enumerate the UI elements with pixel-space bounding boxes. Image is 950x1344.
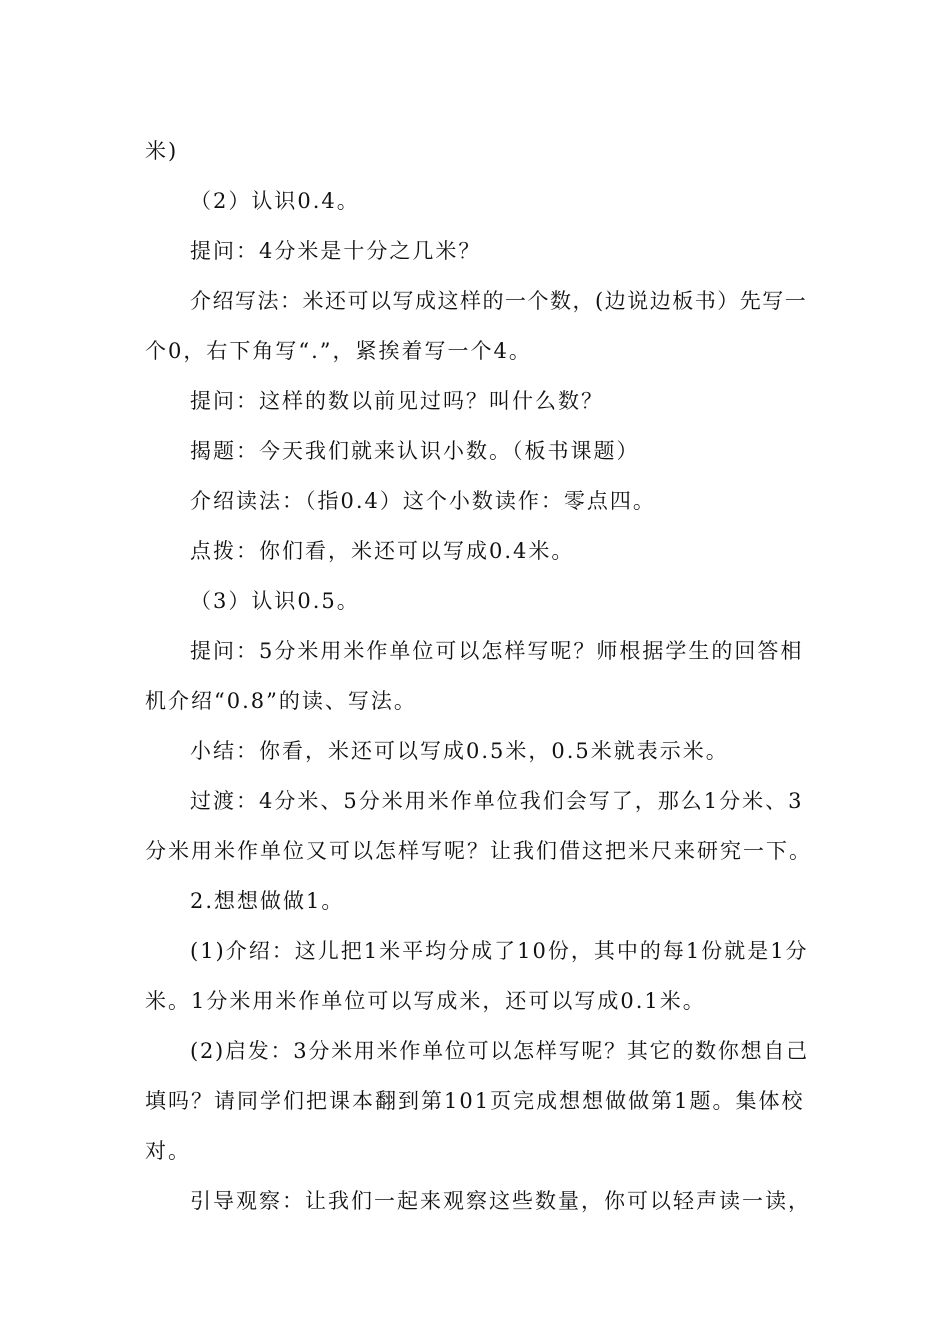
text-line: 介绍写法：米还可以写成这样的一个数，(边说边板书）先写一 [190, 289, 808, 313]
text-line: 揭题：今天我们就来认识小数。（板书课题） [190, 439, 640, 463]
text-line: （3）认识0.5。 [190, 589, 360, 613]
text-line: 个0，右下角写“.”，紧挨着写一个4。 [145, 339, 532, 363]
text-line: 米。1分米用米作单位可以写成米，还可以写成0.1米。 [145, 989, 706, 1013]
text-line: 提问：这样的数以前见过吗？叫什么数？ [190, 389, 604, 413]
text-line: 2.想想做做1。 [190, 889, 345, 913]
text-line: 小结：你看，米还可以写成0.5米，0.5米就表示米。 [190, 739, 729, 763]
text-line: 过渡：4分米、5分米用米作单位我们会写了，那么1分米、3 [190, 789, 804, 813]
text-line: （2）认识0.4。 [190, 189, 360, 213]
text-line: 提问：5分米用米作单位可以怎样写呢？师根据学生的回答相 [190, 639, 804, 663]
text-line: 填吗？请同学们把课本翻到第101页完成想想做做第1题。集体校 [145, 1089, 805, 1113]
text-line: 对。 [145, 1139, 191, 1163]
text-line: 分米用米作单位又可以怎样写呢？让我们借这把米尺来研究一下。 [145, 839, 812, 863]
text-line: 机介绍“0.8”的读、写法。 [145, 689, 417, 713]
text-line: (2)启发：3分米用米作单位可以怎样写呢？其它的数你想自己 [190, 1039, 809, 1063]
text-line: 引导观察：让我们一起来观察这些数量，你可以轻声读一读， [190, 1189, 811, 1213]
text-line: 点拨：你们看，米还可以写成0.4米。 [190, 539, 575, 563]
text-line: 米) [145, 139, 179, 163]
text-line: 提问：4分米是十分之几米？ [190, 239, 482, 263]
text-line: 介绍读法：（指0.4）这个小数读作：零点四。 [190, 489, 656, 513]
text-line: (1)介绍：这儿把1米平均分成了10份，其中的每1份就是1分 [190, 939, 809, 963]
